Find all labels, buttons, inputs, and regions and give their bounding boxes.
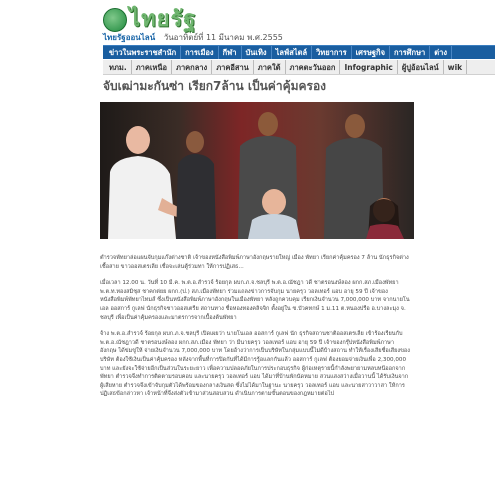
nav-item-sports[interactable]: กีฬา xyxy=(219,46,242,59)
article-paragraph: ตำรวจพัทยาล่อแผนจับกุมแก๊งต่างชาติ เจ้าของหนังสือพิมพ์ภาษาอังกฤษรายใหญ่ เมือง พัทยา เรียกค่าคุ้มครอง 7 ล้าน นักธุรกิจต่างเชื้อสาย ขาวออสเตรเลีย เชื่อจะเล่นตู้ร่วมทา ให้การปฏิเสธ... xyxy=(100,255,409,270)
nav-item-lifestyle[interactable]: ไลฟ์สไตล์ xyxy=(272,46,313,59)
article-paragraph: เมื่อเวลา 12.00 น. วันที่ 10 มี.ค. พ.ต.อ.สำรวจ์ ร้อยกุล ผบก.ภ.จ.ชลบุรี พ.ต.อ.ณัชฎา วดี ชาตรอนงษ์ลอง ผกก.สภ.เมืองพัทยา พ.ต.ท.ทองสมิชุส ชาคกต่ยย ผกก.(ป.) สภ.เมืองพัทยา ร่วมแถลงข่าวการจับกุม นายครุว วอลเทอร์ แอบ อายุ 59 ปี เจ้าของ หนังสือพิมพ์พัทยาไทมส์ ซึ่งเป็นหนังสือพิมพ์ภาษาอังกฤษในเมืองพัทยา หลังถูกควบคุม เรียกเงินจำนวน 7,000,000 บาท จากนายโนเอล ออสการ์ กูเลฟ นักธุรกิจชาวออสเตรีย สถานทาง ชื่อหองทองคลิจจิก ตั้งอยู่ใน ซ.บัวคทกษ์ 1 ม.11 ต.หนองปรือ อ.บางละมุง จ. ชลบุรี เพื่อเป็นค่าคุ้มครองและมาตรการจากเบื้องต้นพัทยา xyxy=(100,280,410,321)
main-nav xyxy=(103,45,495,59)
subnav-item-central[interactable]: ภาคกลาง xyxy=(172,60,212,74)
nav-item-education[interactable]: การศึกษา xyxy=(390,46,430,59)
subnav-item-east[interactable]: ภาคตะวันออก xyxy=(286,60,341,74)
subnav-item-south[interactable]: ภาคใต้ xyxy=(254,60,286,74)
subnav-item-online[interactable]: ผู้ปูอ้อนไลน์ xyxy=(398,60,444,74)
logo-emblem-icon xyxy=(103,8,127,32)
subnav-item-northeast[interactable]: ภาคอีสาน xyxy=(212,60,254,74)
nav-item-politics[interactable]: การเมือง xyxy=(181,46,218,59)
nav-item-entertainment[interactable]: บันเทิง xyxy=(242,46,272,59)
article-photo xyxy=(100,102,414,239)
nav-item-science[interactable]: วิทยาการ xyxy=(312,46,352,59)
masthead-info xyxy=(103,32,403,44)
article-headline: จับเฒ่ามะกันซ่า เรียก7ล้าน เป็นค่าคุ้มครอง xyxy=(103,79,327,93)
site-name-link[interactable]: ไทยรัฐออนไลน์ xyxy=(103,33,156,42)
subnav-item-bangkok[interactable]: ทภม. xyxy=(103,60,132,74)
article-body xyxy=(100,254,410,407)
article-photo-illustration xyxy=(100,102,414,239)
regional-nav xyxy=(103,60,495,75)
subnav-item-north[interactable]: ภาคเหนือ xyxy=(132,60,172,74)
nav-item-royal[interactable]: ข่าวในพระราชสำนัก xyxy=(103,46,181,59)
site-logo[interactable]: ไทยรัฐ xyxy=(129,6,197,32)
nav-item-economy[interactable]: เศรษฐกิจ xyxy=(352,46,390,59)
article-paragraph: จ้าง พ.ต.อ.สำรวจ์ ร้อยกุล ผบก.ภ.จ.ชลบุรี เปิดเผยว่า นายโนเอล ออสการ์ กูเลฟ นัก ธุรกิจสถานชาติออสเตรเลีย เข้าร้องเรียนกับ พ.ต.อ.ณัชฎาวดี ชาตรอนงษ์ลอง ผกก.สภ.เมือง พัทยา ว่า มีนายครุว วอลเทอร์ แอบ อายุ 59 ปี เจ้าของกรุ๊ปหนังสือพิมพ์ภาษาอังกฤษ ได้ข่มขู่ให้ จ่ายเงินจำนวน 7,000,000 บาท โดยอ้างว่าการเป็นบริษัทในกลุ่มแบบนี้ไม่ดีบ้างสถาน ทำให้เรื่องเสียชื่อเสียงของบริษัท ต้องใช้เงินเป็นค่าคุ้มครอง หลังจากพื้นที่การปิดกันที่ได้มีการรู้อแลกกันแล้ว ออสการ์ กูเลฟ ต้องยอมจ่ายเงินเพื่อ 2,300,000 บาท และยังจะใช้จ่ายอีกเป็นส่วนในระยะยาว เพื่อความปลอดภัยในการประกอบธุรกิจ ผู้ก่อเหตุรายนี้กำลังพยายามหลบหนีออกจากพัทยา ตำรวจจึงทำการติดตามรอบคอบ และนายครุว วอลเทอร์ แอบ ได้มาที่บ้านพักนัดหมาย สวนแสงสว่างเมื่อวานนี้ ได้รับเงินจากผู้เสียหาย ตำรวจจึงเข้าจับกุมตัวได้พร้อมของกลางเงินสด ซึ่งไม่ได้มาในฐานะ นายครุว วอลเทอร์ แอบ และนายสาวาวาสา ให้การปฏิเสธข้อกล่าวหา เจ้าหน้าที่จึงส่งตัวเข้ามาส่วนสอบสวน ดำเนินการตามขั้นตอนของกฎหมายต่อไป xyxy=(100,331,410,398)
nav-item-foreign[interactable]: ต่าง xyxy=(430,46,452,59)
subnav-item-infographic[interactable]: Infographic xyxy=(340,60,397,74)
date-text: วันอาทิตย์ที่ 11 มีนาคม พ.ศ.2555 xyxy=(163,33,283,42)
subnav-item-wiki[interactable]: wik xyxy=(444,60,468,74)
